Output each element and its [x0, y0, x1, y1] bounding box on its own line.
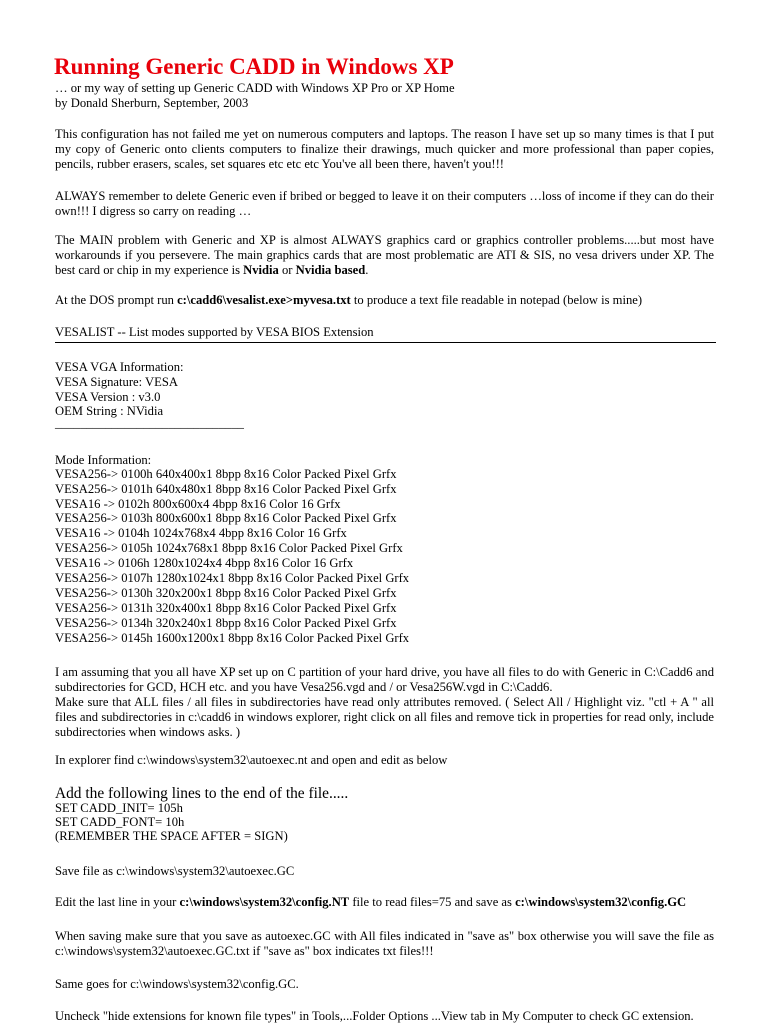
add-lines-heading: Add the following lines to the end of the file.....: [55, 785, 349, 802]
mode-line: VESA16 -> 0102h 800x600x4 4bpp 8x16 Color 16 Grfx: [55, 497, 341, 511]
nvidia-bold: Nvidia: [243, 263, 279, 277]
paragraph-assumption: I am assuming that you all have XP set up on C partition of your hard drive, you have all files to do with Generic in C:\Cadd6 and subdirectories for GCD, HCH etc. and you have Vesa256.vgd and / or Vesa256W.vgd in C:\Cadd6.: [55, 665, 714, 694]
paragraph-dos-prompt: [55, 293, 642, 308]
paragraph-configuration: This configuration has not failed me yet on numerous computers and laptops. The reason I have set up so many times is that I put my copy of Generic onto clients computers to finalize their drawings, much quicker and more professional than paper copies, pencils, rubber erasers, scales, set squares etc etc etc You've all been there, haven't you!!!: [55, 127, 714, 171]
dos-prompt-text: At the DOS prompt run: [55, 293, 178, 307]
page-title: Running Generic CADD in Windows XP: [54, 54, 454, 79]
mode-header: Mode Information:: [55, 453, 152, 467]
vga-info-line: VESA Signature: VESA: [55, 375, 178, 389]
same-goes: Same goes for c:\windows\system32\config.GC.: [55, 977, 299, 991]
mode-line: VESA256-> 0107h 1280x1024x1 8bpp 8x16 Color Packed Pixel Grfx: [55, 571, 410, 585]
or-text: or: [278, 263, 296, 277]
paragraph-saving: When saving make sure that you save as autoexec.GC with All files indicated in "save as" box otherwise you will save the file as c:\windows\system32\autoexec.GC.txt if "save as" box indicates txt files!!!: [55, 929, 714, 958]
mode-line: VESA256-> 0103h 800x600x1 8bpp 8x16 Color Packed Pixel Grfx: [55, 511, 397, 525]
paragraph-explorer: In explorer find c:\windows\system32\autoexec.nt and open and edit as below: [55, 753, 448, 767]
vga-info-line: VESA Version : v3.0: [55, 390, 161, 404]
config-gc-path: c:\windows\system32\config.GC: [515, 895, 687, 909]
edit-mid-text: file to read files=75 and save as: [349, 895, 516, 909]
remember-note: (REMEMBER THE SPACE AFTER = SIGN): [55, 829, 288, 843]
mode-line: VESA256-> 0100h 640x400x1 8bpp 8x16 Color Packed Pixel Grfx: [55, 467, 397, 481]
paragraph-main-problem: [55, 233, 714, 278]
divider: [55, 342, 716, 343]
main-problem-text: The MAIN problem with Generic and XP is almost ALWAYS graphics card or graphics controller problems.....but most have workarounds if you persevere. The main graphics cards that are most problematic are ATI & SIS, no vesa drivers under XP. The best card or chip in my experience is: [55, 233, 714, 277]
edit-text: Edit the last line in your: [55, 895, 180, 909]
set-cadd-font: SET CADD_FONT= 10h: [55, 815, 185, 829]
subtitle: … or my way of setting up Generic CADD with Windows XP Pro or XP Home: [55, 81, 455, 95]
paragraph-read-only: Make sure that ALL files / all files in subdirectories have read only attributes removed. ( Select All / Highlight viz. "ctl + A " all files and subdirectories in c:\cadd6 in windows explorer, right click on all files and remove tick in properties for read only, include subdirectories when windows asks. ): [55, 695, 714, 739]
mode-line: VESA16 -> 0104h 1024x768x4 4bpp 8x16 Color 16 Grfx: [55, 526, 347, 540]
vga-info-line: VESA VGA Information:: [55, 360, 184, 374]
set-cadd-init: SET CADD_INIT= 105h: [55, 801, 183, 815]
paragraph-edit-config: [55, 895, 686, 910]
period-text: .: [365, 263, 369, 277]
mode-line: VESA256-> 0105h 1024x768x1 8bpp 8x16 Color Packed Pixel Grfx: [55, 541, 403, 555]
paragraph-always-delete: ALWAYS remember to delete Generic even if bribed or begged to leave it on their computers …loss of income if they can do their own!!! I digress so carry on reading …: [55, 189, 714, 218]
mode-line: VESA256-> 0101h 640x480x1 8bpp 8x16 Color Packed Pixel Grfx: [55, 482, 397, 496]
nvidia-based-bold: Nvidia based: [295, 263, 366, 277]
mode-line: VESA16 -> 0106h 1280x1024x4 4bpp 8x16 Color 16 Grfx: [55, 556, 354, 570]
mode-line: VESA256-> 0131h 320x400x1 8bpp 8x16 Color Packed Pixel Grfx: [55, 601, 397, 615]
config-nt-path: c:\windows\system32\config.NT: [179, 895, 350, 909]
mode-line: VESA256-> 0134h 320x240x1 8bpp 8x16 Color Packed Pixel Grfx: [55, 616, 397, 630]
vesalist-header: VESALIST -- List modes supported by VESA BIOS Extension: [55, 325, 374, 339]
mode-line: VESA256-> 0130h 320x200x1 8bpp 8x16 Color Packed Pixel Grfx: [55, 586, 397, 600]
vga-info-rule: ______________________________: [55, 416, 244, 430]
mode-line: VESA256-> 0145h 1600x1200x1 8bpp 8x16 Color Packed Pixel Grfx: [55, 631, 410, 645]
dos-command: c:\cadd6\vesalist.exe>myvesa.txt: [177, 293, 351, 307]
uncheck-extensions: Uncheck "hide extensions for known file types" in Tools,...Folder Options ...View tab in My Computer to check GC extension.: [55, 1009, 694, 1023]
save-autoexec: Save file as c:\windows\system32\autoexec.GC: [55, 864, 295, 878]
dos-prompt-post: to produce a text file readable in notepad (below is mine): [350, 293, 643, 307]
vga-info-line: OEM String : NVidia: [55, 404, 164, 418]
byline: by Donald Sherburn, September, 2003: [55, 96, 249, 110]
